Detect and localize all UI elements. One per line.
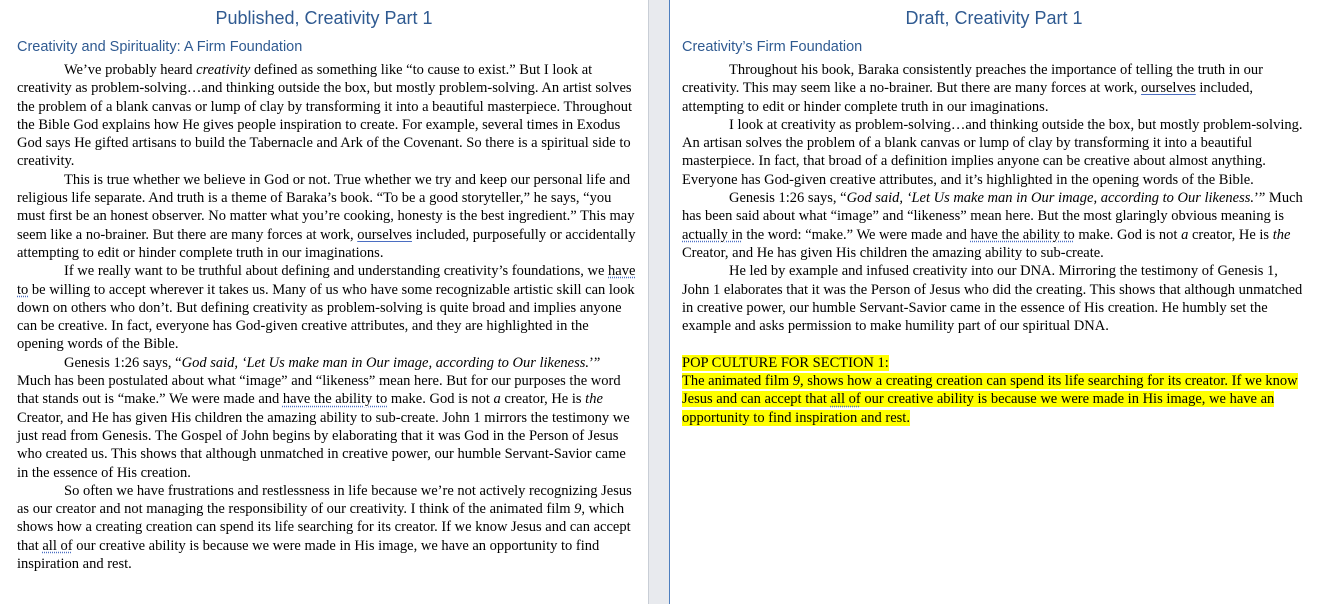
draft-document-title: Draft, Creativity Part 1 — [905, 8, 1083, 28]
grammar-flag-have-to[interactable]: have to — [17, 263, 636, 298]
published-document-pane[interactable] — [0, 0, 648, 604]
grammar-flag-have-the-ability-to[interactable]: have the ability to — [282, 391, 388, 408]
pop-culture-paragraph: The animated film 9, shows how a creating creation can spend its life searching for its creator. If we know Jesus and can accept that all of our creative ability is because we were made in His image, we have an opportunity to find inspiration and rest. — [682, 373, 1298, 426]
published-document-body[interactable] — [17, 61, 637, 573]
blank-line — [682, 335, 1306, 353]
draft-document-pane[interactable] — [670, 0, 1318, 604]
published-paragraph-2: This is true whether we believe in God or not. True whether we try and keep our personal life and religious life separate. And truth is a theme of Baraka’s book. “To be a good storyteller,” he says, “you must first be an honest observer. No matter what you’re cooking, honesty is the best ingredient.” This may seem like a no-brainer. But there are many forces at work, ourselves included, purposefully or accidentally attempting to edit or hinder complete truth in our imaginations. — [17, 171, 636, 261]
draft-document-body[interactable] — [682, 61, 1306, 427]
grammar-flag-ourselves[interactable]: ourselves — [357, 226, 412, 243]
grammar-flag-all-of[interactable]: all of — [830, 391, 861, 408]
published-document-title: Published, Creativity Part 1 — [215, 8, 433, 28]
published-paragraph-4: Genesis 1:26 says, “God said, ‘Let Us make man in Our image, according to Our likeness.’” Much has been postulated about what “image” and “likeness” mean here. But for our purposes the word that stands out is “make.” We were made and have the ability to make. God is not a creator, He is the Creator, and He has given His children the amazing ability to sub-create. John 1 mirrors the testimony we just read from Genesis. The Gospel of John begins by elaborating that it was God in the Person of Jesus who created us. This shows that although unmatched in creative power, our humble Servant-Savior came in the essence of His creation. — [17, 354, 630, 481]
draft-paragraph-2: I look at creativity as problem-solving…and thinking outside the box, but mostly problem-solving. An artisan solves the problem of a blank canvas or lump of clay by transforming it into a beautiful masterpiece. In fact, that broad of a definition implies anyone can be creative about almost anything. Everyone has God-given creative attributes, and it’s highlighted in the opening words of the Bible. — [682, 116, 1303, 188]
pane-divider[interactable] — [648, 0, 670, 604]
grammar-flag-actually-in[interactable]: actually in — [682, 226, 743, 243]
grammar-flag-have-the-ability-to[interactable]: have the ability to — [970, 226, 1075, 243]
published-paragraph-3: If we really want to be truthful about defining and understanding creativity’s foundations, we have to be willing to accept wherever it takes us. Many of us who have some recognizable artistic skill can look down on others who don’t. But defining creativity as problem-solving is quite broad and implies anyone can be creative. In fact, everyone has God-given creative attributes, and they are highlighted in the opening words of the Bible. — [17, 263, 636, 353]
published-paragraph-1: We’ve probably heard creativity defined as something like “to cause to exist.” But I look at creativity as problem-solving…and thinking outside the box, but mostly problem-solving. An artist solves the problem of a blank canvas or lump of clay by transforming it into a beautiful masterpiece. Throughout the Bible God explains how He gives people inspiration to create. For example, several times in Exodus God says He gifted artisans to build the Tabernacle and Ark of the Covenant. So there is a spiritual side to creativity. — [17, 62, 633, 170]
grammar-flag-ourselves[interactable]: ourselves — [1141, 80, 1196, 97]
draft-paragraph-4: He led by example and infused creativity into our DNA. Mirroring the testimony of Genesis 1, John 1 elaborates that it was the Person of Jesus who did the creating. This shows that although unmatched in creative power, our humble Servant-Savior came in the essence of His creation. He humbly set the example and asks permission to make humility part of our spiritual DNA. — [682, 263, 1303, 335]
draft-paragraph-3: Genesis 1:26 says, “God said, ‘Let Us make man in Our image, according to Our likeness.’” Much has been said about what “image” and “likeness” mean here. But the most glaringly obvious meaning is actually in the word: “make.” We were made and have the ability to make. God is not a creator, He is the Creator, and He has given His children the amazing ability to sub-create. — [682, 190, 1303, 261]
published-paragraph-5: So often we have frustrations and restlessness in life because we’re not actively recognizing Jesus as our creator and not managing the responsibility of our creativity. I think of the animated film 9, which shows how a creating creation can spend its life searching for its creator. If we know Jesus and can accept that all of our creative ability is because we were made in His image, we have an opportunity to find inspiration and rest. — [17, 482, 632, 573]
draft-section-heading: Creativity’s Firm Foundation — [682, 39, 863, 55]
grammar-flag-all-of[interactable]: all of — [42, 537, 73, 554]
pop-culture-heading: POP CULTURE FOR SECTION 1: — [682, 354, 889, 371]
draft-paragraph-1: Throughout his book, Baraka consistently preaches the importance of telling the truth in our creativity. This may seem like a no-brainer. But there are many forces at work, ourselves included, attempting to edit or hinder complete truth in our imaginations. — [682, 62, 1263, 115]
published-section-heading: Creativity and Spirituality: A Firm Foundation — [17, 39, 303, 55]
